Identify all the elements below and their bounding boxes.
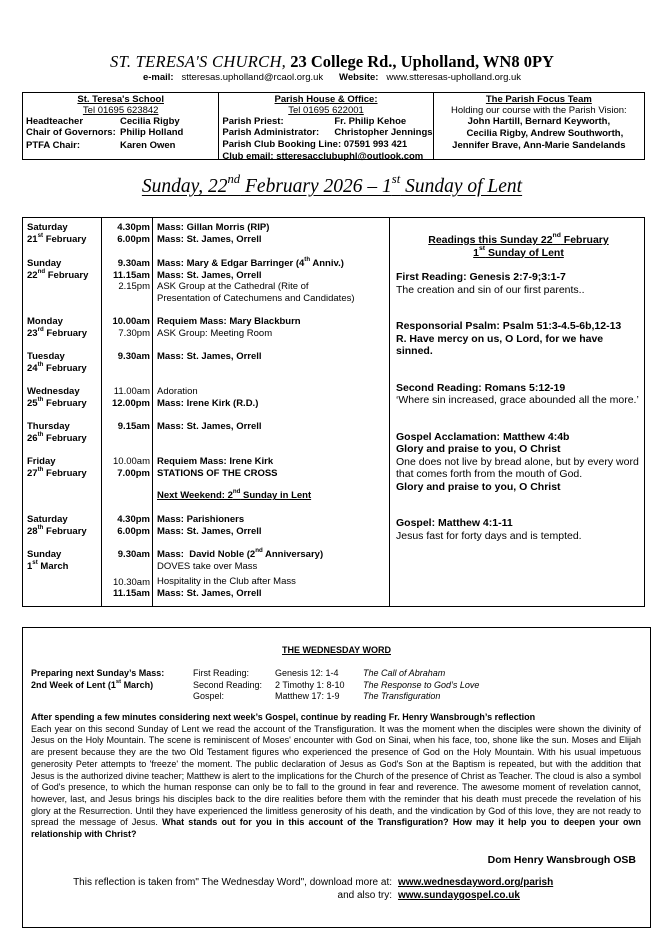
parish-house-panel [218, 93, 433, 162]
role: Parish Priest: [222, 116, 284, 127]
also-try-label: and also try: [337, 890, 392, 901]
next-sunday-readings [31, 668, 479, 703]
email-label: e-mail: [142, 72, 174, 83]
title-text: Sunday, 22 [141, 176, 228, 197]
second-reading-title: Second Reading: Romans 5:12-19 [396, 381, 566, 394]
time-cell: 9.15am [117, 421, 150, 432]
event-cell: Mass: Mary & Edgar Barringer (4th Anniv.) Mass: St. James, Orrell ASK Group at the Cathedral (Rite of Presentation of Catechumens and Candidates) [157, 255, 355, 305]
role: Parish Administrator: [222, 127, 320, 138]
next-weekend-heading: Next Weekend: 2nd Sunday in Lent [157, 488, 312, 502]
psalm-title: Responsorial Psalm: Psalm 51:3-4.5-6b,12-13 [396, 320, 622, 332]
reflection-source [31, 876, 553, 902]
role: Chair of Governors: [26, 127, 116, 138]
time-cell: 9.30am 11.15am 2.15pm [113, 258, 150, 293]
acclamation-text: One does not live by bread alone, but by every word that comes forth from the mouth of God. [396, 455, 639, 480]
prep-row: 2nd Week of Lent (1st March) Second Reading: 2 Timothy 1: 8-10 The Response to God’s Love [31, 678, 480, 690]
reflection-question: What stands out for you in this account of the Transfiguration? How may it help you to deepen your own relationship with Christ? [31, 817, 641, 840]
email-address[interactable]: stteresas.upholland@rcaol.org.uk [181, 72, 324, 83]
acclamation-title: Gospel Acclamation: Matthew 4:4b [396, 430, 570, 443]
title-sup: nd [227, 171, 241, 186]
wednesday-word-box [22, 627, 651, 928]
reflection-text [31, 712, 641, 841]
church-name: ST. TERESA'S CHURCH, [110, 52, 287, 71]
mass-schedule-table [22, 217, 645, 607]
time-column [102, 218, 153, 606]
readings [396, 218, 641, 542]
event-cell: Adoration Mass: Irene Kirk (R.D.) [157, 386, 259, 409]
reflection-author: Dom Henry Wansbrough OSB [487, 854, 636, 866]
school-tel: Tel 01695 623842 [82, 105, 159, 116]
day-cell: Monday 23rd February [27, 316, 88, 339]
time-cell: 4.30pm 6.00pm [117, 514, 150, 537]
website-label: Website: [339, 72, 379, 83]
reflection-intro: After spending a few minutes considering next week’s Gospel, continue by reading Fr. Henry Wansbrough’s reflection [31, 712, 536, 722]
info-box [22, 92, 645, 160]
event-cell: Mass: St. James, Orrell [157, 351, 262, 362]
time-cell: 10.00am 7.00pm [113, 456, 150, 479]
contact-line [0, 72, 664, 83]
day-cell: Sunday 22nd February [27, 258, 89, 281]
wednesday-word-title: THE WEDNESDAY WORD [281, 645, 391, 655]
parish-house-tel: Tel 01695 622001 [288, 105, 364, 116]
title-text: Sunday of Lent [400, 176, 523, 197]
website-url[interactable]: www.stteresas-upholland.org.uk [386, 72, 522, 83]
day-cell: Tuesday 24th February [27, 351, 87, 374]
event-column [153, 218, 390, 606]
parish-row [219, 127, 432, 138]
readings-heading: Readings this Sunday 22nd February [428, 232, 609, 246]
time-cell: 4.30pm 6.00pm [117, 222, 150, 245]
parish-house-title: Parish House & Office: [274, 94, 378, 105]
day-cell: Friday 27th February [27, 456, 87, 479]
wednesday-word-link[interactable]: www.wednesdayword.org/parish [398, 877, 554, 888]
day-column [23, 218, 102, 606]
psalm-response: R. Have mercy on us, O Lord, for we have sinned. [396, 332, 604, 357]
event-cell: Mass: St. James, Orrell [157, 421, 262, 432]
gospel-title: Gospel: Matthew 4:1-11 [396, 517, 513, 529]
acclamation-response: Glory and praise to you, O Christ [396, 443, 561, 455]
time-cell: 11.00am 12.00pm [111, 386, 150, 409]
person: Karen Owen [120, 140, 176, 151]
role: PTFA Chair: [26, 140, 81, 151]
time-cell: 9.30am [117, 351, 150, 362]
sunday-gospel-link[interactable]: www.sundaygospel.co.uk [398, 890, 520, 901]
time-cell: 9.30am 10.30am 11.15am [113, 549, 150, 600]
school-title: St. Teresa's School [77, 94, 164, 105]
day-cell: Wednesday 25th February [27, 386, 87, 409]
day-cell: Sunday 1st March [27, 549, 69, 572]
person: Christopher Jennings [334, 127, 433, 138]
prep-row: Gospel: Matthew 17: 1-9 The Transfiguration [193, 691, 441, 701]
club-email: Club email: stteresacclubuphl@outlook.com [222, 151, 424, 162]
source-label: This reflection is taken from" The Wednesday Word", download more at: [73, 877, 392, 888]
school-row [23, 140, 218, 151]
focus-team-subtitle: Holding our course with the Parish Vision: [451, 105, 627, 116]
prep-row: Preparing next Sunday’s Mass: First Reading: Genesis 12: 1-4 The Call of Abraham [31, 668, 446, 678]
person: Fr. Philip Kehoe [334, 116, 407, 127]
reflection-body: Each year on this second Sunday of Lent we read the account of the Transfiguration. It was the moment when the disciples were shown the divinity of Jesus on the Holy Mountain. The scene is reminiscent of Moses' encounter with God on Sinai, when his face, too, shone like the sun. Moses and Elijah are present because they are the two Old Testament figures who experienced the presence of God on the Holy Mountain. With his usual impetuous generosity Peter attempts to 'freeze' the moment. The public declaration of Jesus as God's Son at the Baptism is repeated, but with the addition that Jesus is the authorized divine teacher; Matthew is alert to the implications for the Church of the presence of Christ as Teacher. The cloud is also a symbol of God's presence, to which the human response can only be to fall to the ground in fear and reverence. The awesome moment of revelation cannot, however, last, and Jesus brings his disciples back to the dire realities before them with the reminder that his death must precede the revelation of his glory at the Resurrection. Until they have experienced the limitless generosity of his death, and the vindication by God of this love, they are not ready to spread the message of Jesus. [31, 723, 641, 828]
title-text: February 2026 – 1 [240, 176, 392, 197]
acclamation-response-2: Glory and praise to you, O Christ [396, 480, 561, 493]
event-cell: Mass: Gillan Morris (RIP) Mass: St. James, Orrell [157, 222, 270, 245]
focus-team-names: Jennifer Brave, Ann-Marie Sandelands [452, 140, 626, 151]
parish-row [219, 116, 432, 127]
title-sup: st [391, 171, 401, 186]
day-cell: Thursday 26th February [27, 421, 87, 444]
school-row [23, 116, 218, 127]
focus-team-title: The Parish Focus Team [485, 94, 592, 105]
first-reading-title: First Reading: Genesis 2:7-9;3:1-7 [396, 271, 566, 283]
day-cell: Saturday 28th February [27, 514, 87, 537]
church-address: 23 College Rd., Upholland, WN8 0PY [290, 52, 554, 71]
focus-team-names: Cecilia Rigby, Andrew Southworth, [466, 128, 624, 139]
role: Headteacher [26, 116, 84, 127]
event-cell: Mass: David Noble (2nd Anniversary) DOVES take over Mass Hospitality in the Club after Mass Mass: St. James, Orrell [157, 546, 324, 600]
school-panel [23, 93, 218, 159]
person: Cecilia Rigby [120, 116, 180, 127]
event-cell: Requiem Mass: Irene Kirk STATIONS OF THE CROSS Next Weekend: 2nd Sunday in Lent [157, 456, 312, 502]
day-cell: Saturday 21st February [27, 222, 87, 245]
focus-team-names: John Hartill, Bernard Keyworth, [467, 116, 611, 127]
readings-subheading: 1st Sunday of Lent [473, 244, 564, 259]
club-booking-line: Parish Club Booking Line: 07591 993 421 [222, 139, 408, 150]
gospel-text: Jesus fast for forty days and is tempted. [396, 529, 582, 542]
focus-team-panel [433, 93, 644, 159]
event-cell: Mass: Parishioners Mass: St. James, Orrell [157, 514, 262, 537]
sunday-title [0, 171, 664, 198]
person: Philip Holland [120, 127, 184, 138]
school-row [23, 127, 218, 138]
first-reading-text: The creation and sin of our first parents.. [396, 283, 585, 296]
second-reading-text: ‘Where sin increased, grace abounded all the more.’ [396, 394, 639, 406]
readings-panel [390, 218, 644, 606]
church-title [0, 52, 664, 72]
event-cell: Requiem Mass: Mary Blackburn ASK Group: Meeting Room [157, 316, 301, 339]
time-cell: 10.00am 7.30pm [112, 316, 150, 339]
